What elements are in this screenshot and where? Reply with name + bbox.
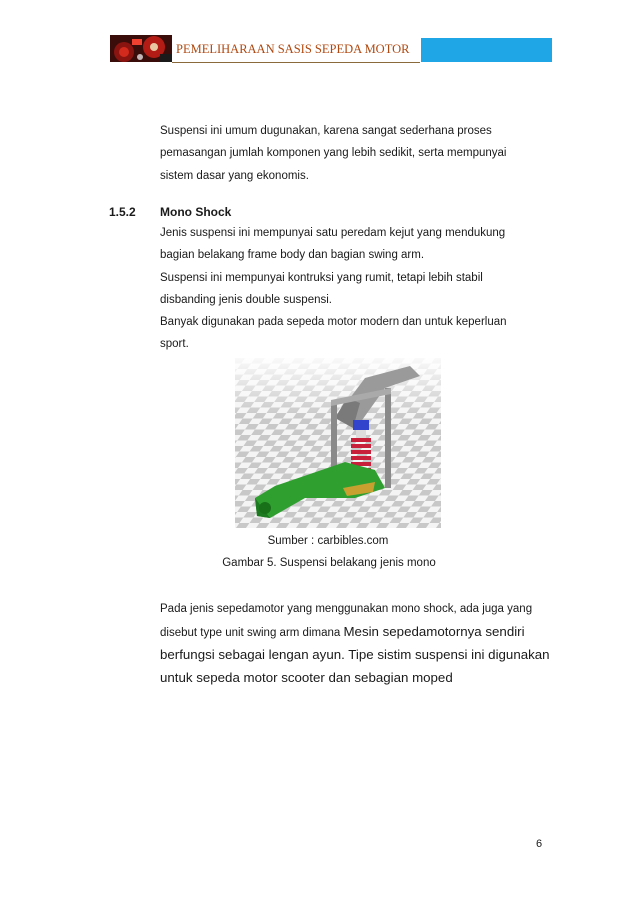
section-paragraph [160,222,507,356]
text-line: disbanding jenis double suspensi. [160,293,332,306]
text-line: Suspensi ini umum dugunakan, karena sangat sederhana proses [160,125,492,137]
text-line: Banyak digunakan pada sepeda motor modern dan untuk keperluan [160,316,507,329]
intro-paragraph [160,120,506,187]
section-title: Mono Shock [160,205,232,219]
section-number: 1.5.2 [109,205,136,219]
text-line: Suspensi ini mempunyai kontruksi yang rumit, tetapi lebih stabil [160,271,483,284]
text-line: untuk sepeda motor scooter dan sebagian moped [160,670,453,685]
text-run: disebut type unit swing arm dimana [160,627,344,639]
header-accent-bar [421,38,552,62]
header-motorcycle-image [110,35,172,62]
text-line: Jenis suspensi ini mempunyai satu peredam kejut yang mendukung [160,227,506,239]
closing-paragraph [160,598,550,690]
text-line: sport. [160,338,189,351]
figure-caption: Gambar 5. Suspensi belakang jenis mono [222,557,436,569]
text-line-mixed [160,621,550,644]
text-line: sistem dasar yang ekonomis. [160,169,309,182]
text-line: Pada jenis sepedamotor yang menggunakan mono shock, ada juga yang [160,603,533,615]
page-number: 6 [536,838,543,850]
text-line: berfungsi sebagai lengan ayun. Tipe sistim suspensi ini digunakan [160,647,550,662]
text-line: pemasangan jumlah komponen yang lebih sedikit, serta mempunyai [160,147,507,160]
text-run: Mesin sepedamotornya sendiri [343,624,525,639]
mono-shock-illustration [235,358,441,528]
figure-source: Sumber : carbibles.com [267,535,389,547]
text-line: bagian belakang frame body dan bagian swing arm. [160,249,425,262]
header-title: PEMELIHARAAN SASIS SEPEDA MOTOR [172,38,420,63]
